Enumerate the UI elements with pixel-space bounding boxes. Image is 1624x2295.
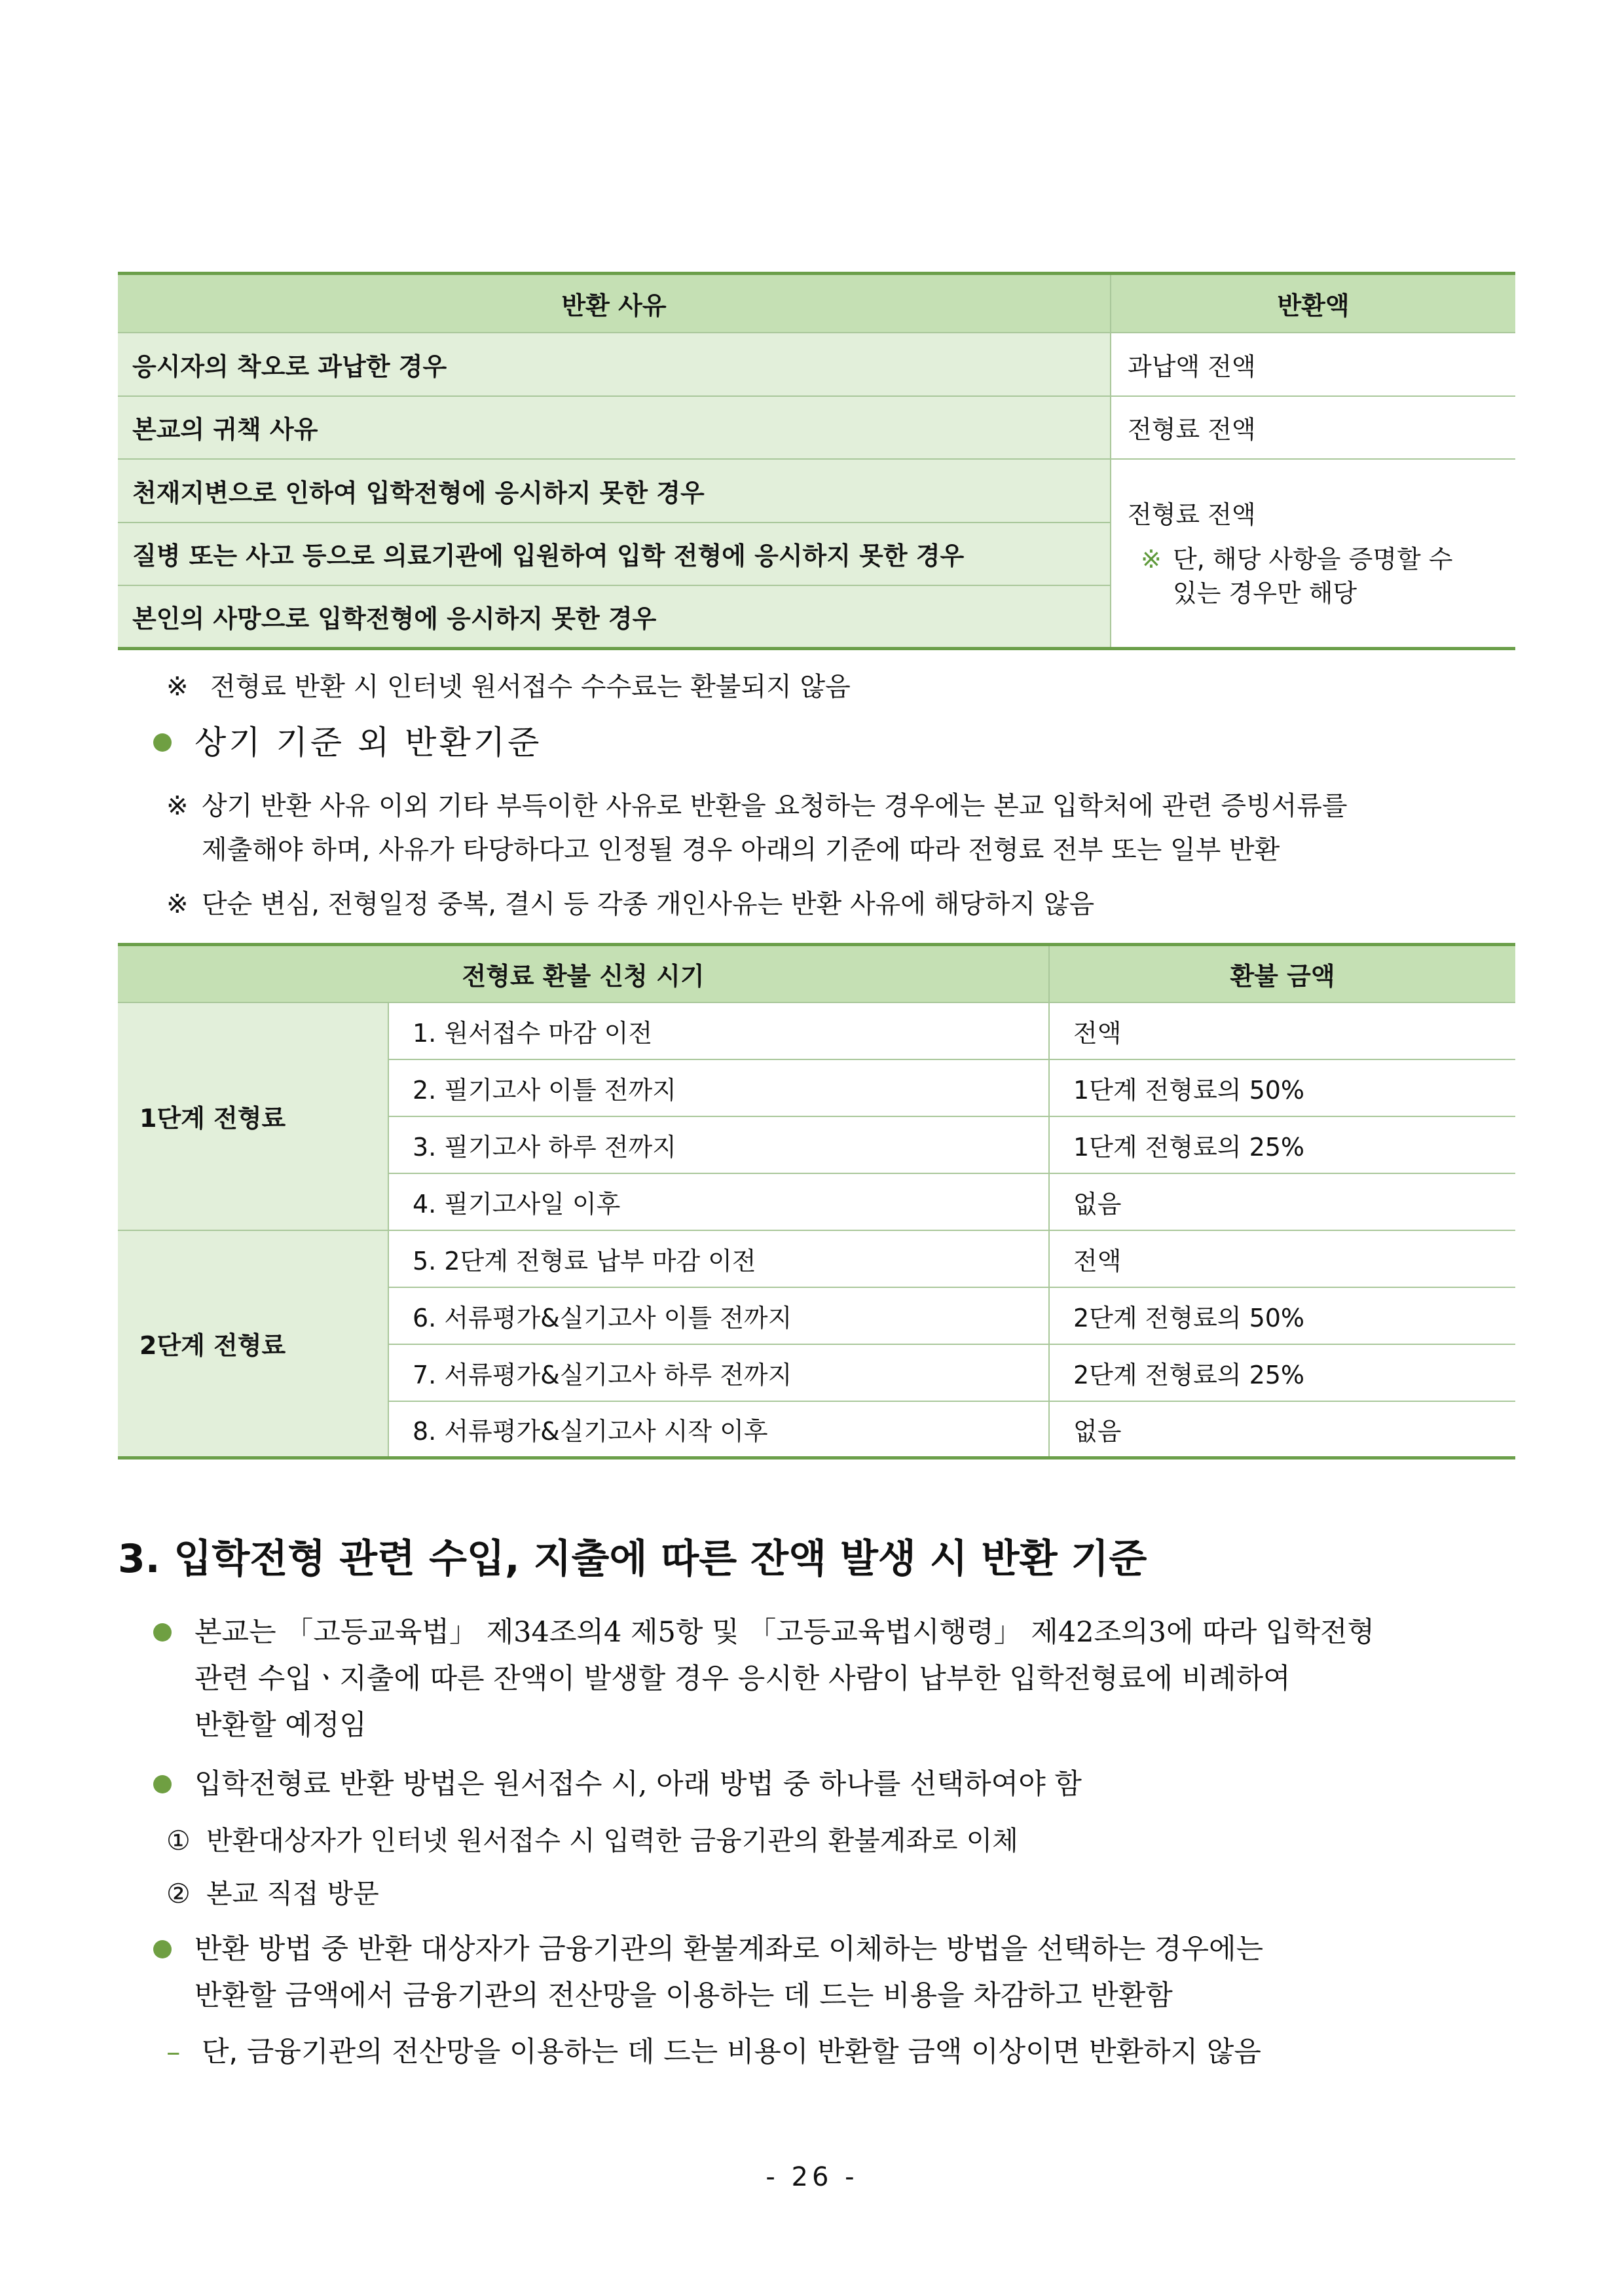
merged-note-line-2: 있는 경우만 해당 [1173, 578, 1357, 608]
option-text: 본교 직접 방문 [206, 1878, 379, 1909]
dash-note [166, 2032, 1261, 2072]
fee-note-text: 전형료 반환 시 인터넷 원서접수 수수료는 환불되지 않음 [210, 672, 851, 702]
table-row [118, 1002, 1515, 1059]
refund-amount-cell: 2단계 전형료의 25% [1049, 1344, 1515, 1401]
amount-cell: 전형료 전액 [1111, 396, 1515, 459]
bullet-icon [153, 733, 172, 752]
header-amount: 반환액 [1111, 274, 1515, 333]
merged-amount-main: 전형료 전액 [1128, 500, 1256, 529]
bullet-text-line: 반환 방법 중 반환 대상자가 금융기관의 환불계좌로 이체하는 방법을 선택하는 경우에는 [194, 1933, 1264, 1966]
bullet-text-line: 반환할 예정임 [194, 1709, 367, 1742]
refund-amount-cell: 1단계 전형료의 50% [1049, 1059, 1515, 1116]
option-number: ② [166, 1878, 191, 1909]
section-heading: 3. 입학전형 관련 수입, 지출에 따른 잔액 발생 시 반환 기준 [118, 1536, 1147, 1582]
criteria-note-line: 제출해야 하며, 사유가 타당하다고 인정될 경우 아래의 기준에 따라 전형료 전부 또는 일부 반환 [202, 835, 1280, 865]
reference-mark: ※ [166, 889, 189, 919]
reason-cell: 천재지변으로 인하여 입학전형에 응시하지 못한 경우 [118, 459, 1111, 523]
reference-mark: ※ [166, 672, 189, 702]
stage-label-cell: 2단계 전형료 [118, 1230, 388, 1458]
bullet-icon [153, 1623, 172, 1642]
refund-schedule-table [118, 943, 1515, 1460]
bullet-text-line: 입학전형료 반환 방법은 원서접수 시, 아래 방법 중 하나를 선택하여야 함 [194, 1768, 1082, 1801]
bullet-icon [153, 1775, 172, 1793]
merged-amount-cell [1111, 459, 1515, 649]
header-reason: 반환 사유 [118, 274, 1111, 333]
option-item [166, 1875, 379, 1912]
dash-mark: – [166, 2036, 181, 2068]
reason-cell: 질병 또는 사고 등으로 의료기관에 입원하여 입학 전형에 응시하지 못한 경우 [118, 523, 1111, 585]
period-cell: 3. 필기고사 하루 전까지 [388, 1116, 1049, 1173]
refund-reason-table [118, 272, 1515, 650]
table-row [118, 459, 1515, 523]
refund-amount-cell: 2단계 전형료의 50% [1049, 1287, 1515, 1344]
table-row [118, 1230, 1515, 1287]
refund-amount-cell: 없음 [1049, 1401, 1515, 1458]
table-row [118, 333, 1515, 396]
table-header-row [118, 945, 1515, 1002]
header-period: 전형료 환불 신청 시기 [118, 945, 1049, 1002]
period-cell: 4. 필기고사일 이후 [388, 1173, 1049, 1230]
reason-cell: 응시자의 착오로 과납한 경우 [118, 333, 1111, 396]
criteria-note [166, 886, 1094, 923]
criteria-note-continued [166, 832, 1280, 868]
bullet-icon [153, 1940, 172, 1958]
stage-label-cell: 1단계 전형료 [118, 1002, 388, 1230]
dash-note-text: 단, 금융기관의 전산망을 이용하는 데 드는 비용이 반환할 금액 이상이면 반환하지 않음 [202, 2036, 1261, 2068]
table-header-row [118, 274, 1515, 333]
page-number: - 26 - [766, 2162, 858, 2192]
merged-note-line-1: 단, 해당 사항을 증명할 수 [1173, 544, 1453, 574]
option-item [166, 1822, 1018, 1859]
bullet-text [194, 1609, 1375, 1749]
reference-mark: ※ [1141, 544, 1162, 574]
merged-amount-note [1128, 542, 1515, 576]
criteria-note-line: 단순 변심, 전형일정 중복, 결시 등 각종 개인사유는 반환 사유에 해당하지 않음 [202, 889, 1095, 919]
refund-amount-cell: 전액 [1049, 1230, 1515, 1287]
option-number: ① [166, 1825, 191, 1856]
criteria-note [166, 788, 1348, 824]
period-cell: 6. 서류평가&실기고사 이틀 전까지 [388, 1287, 1049, 1344]
option-text: 반환대상자가 인터넷 원서접수 시 입력한 금융기관의 환불계좌로 이체 [206, 1825, 1018, 1856]
bullet-text-line: 본교는 「고등교육법」 제34조의4 제5항 및 「고등교육법시행령」 제42조의3에 따라 입학전형 [194, 1616, 1375, 1649]
amount-cell: 과납액 전액 [1111, 333, 1515, 396]
bullet-text [194, 1926, 1263, 2019]
bullet-text [194, 1761, 1082, 1808]
period-cell: 2. 필기고사 이틀 전까지 [388, 1059, 1049, 1116]
refund-amount-cell: 전액 [1049, 1002, 1515, 1059]
period-cell: 8. 서류평가&실기고사 시작 이후 [388, 1401, 1049, 1458]
fee-note [166, 669, 851, 705]
period-cell: 7. 서류평가&실기고사 하루 전까지 [388, 1344, 1049, 1401]
table-row [118, 396, 1515, 459]
other-criteria-title: 상기 기준 외 반환기준 [194, 724, 542, 762]
bullet-text-line: 관련 수입ㆍ지출에 따른 잔액이 발생할 경우 응시한 사람이 납부한 입학전형료에 비례하여 [194, 1662, 1291, 1695]
refund-amount-cell: 없음 [1049, 1173, 1515, 1230]
period-cell: 1. 원서접수 마감 이전 [388, 1002, 1049, 1059]
reason-cell: 본인의 사망으로 입학전형에 응시하지 못한 경우 [118, 585, 1111, 649]
criteria-note-line: 상기 반환 사유 이외 기타 부득이한 사유로 반환을 요청하는 경우에는 본교 입학처에 관련 증빙서류를 [202, 791, 1348, 821]
bullet-text-line: 반환할 금액에서 금융기관의 전산망을 이용하는 데 드는 비용을 차감하고 반환함 [194, 1979, 1173, 2012]
header-refund-amount: 환불 금액 [1049, 945, 1515, 1002]
refund-amount-cell: 1단계 전형료의 25% [1049, 1116, 1515, 1173]
reference-mark: ※ [166, 791, 189, 821]
period-cell: 5. 2단계 전형료 납부 마감 이전 [388, 1230, 1049, 1287]
reason-cell: 본교의 귀책 사유 [118, 396, 1111, 459]
